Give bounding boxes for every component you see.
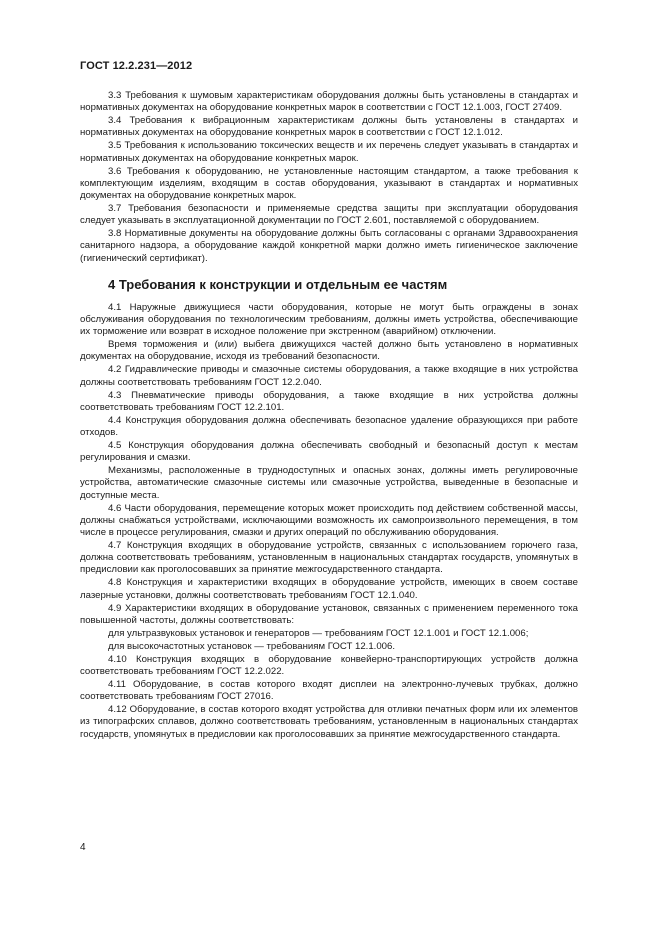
paragraph-4-3: 4.3 Пневматические приводы оборудования, а также входящие в них устройства должны соответствовать требованиям ГОСТ 12.2.101. bbox=[80, 389, 578, 413]
document-body bbox=[80, 90, 578, 742]
page-number: 4 bbox=[80, 842, 86, 853]
paragraph-3-6: 3.6 Требования к оборудованию, не установленные настоящим стандартом, а также требования к комплектующим изделиям, входящим в состав оборудования, указывают в стандартах и нормативных документах на оборудование конкретных марок. bbox=[80, 165, 578, 202]
paragraph-4-1: 4.1 Наружные движущиеся части оборудования, которые не могут быть ограждены в зонах обслуживания оборудования по технологическим требованиям, должны иметь устройства, обеспечивающие их торможение или возврат в исходное положение при экстренном (аварийном) отключении. bbox=[80, 301, 578, 338]
paragraph-4-2: 4.2 Гидравлические приводы и смазочные системы оборудования, а также входящие в них устройства должны соответствовать требованиям ГОСТ 12.2.040. bbox=[80, 364, 578, 388]
paragraph-4-9-item-1: для ультразвуковых установок и генераторов — требованиям ГОСТ 12.1.001 и ГОСТ 12.1.006; bbox=[108, 627, 529, 639]
paragraph-4-5-cont: Механизмы, расположенные в труднодоступных и опасных зонах, должны иметь регулировочные устройства, автоматические смазочные системы или смазочные устройства, выведенные в безопасные и доступные места. bbox=[80, 465, 578, 501]
section-title: 4 Требования к конструкции и отдельным ее частям bbox=[108, 276, 448, 292]
paragraph-4-10: 4.10 Конструкция входящих в оборудование конвейерно-транспортирующих устройств должна соответствовать требованиям ГОСТ 12.2.022. bbox=[80, 653, 578, 678]
paragraph-4-8: 4.8 Конструкция и характеристики входящих в оборудование устройств, имеющих в своем составе лазерные установки, должны соответствовать требованиям ГОСТ 12.1.040. bbox=[80, 577, 578, 601]
paragraph-4-1-cont: Время торможения и (или) выбега движущихся частей должно быть установлено в нормативных документах на оборудование, исходя из требований безопасности. bbox=[80, 339, 578, 363]
paragraph-4-7: 4.7 Конструкция входящих в оборудование устройств, связанных с использованием горючего газа, должна соответствовать требованиям, установленным в национальных стандартах государств, упомянутых в предисловии как проголосовавших за принятие межгосударственного стандарта. bbox=[80, 540, 578, 576]
paragraph-3-4: 3.4 Требования к вибрационным характеристикам должны быть установлены в стандартах и нормативных документах на оборудование конкретных марок в соответствии с ГОСТ 12.1.012. bbox=[80, 115, 578, 139]
document-header: ГОСТ 12.2.231—2012 bbox=[80, 60, 193, 72]
paragraph-3-7: 3.7 Требования безопасности и применяемые средства защиты при эксплуатации оборудования следует указывать в эксплуатационной документации по ГОСТ 2.601, поставляемой с оборудованием. bbox=[80, 203, 578, 227]
paragraph-4-9-item-2: для высокочастотных установок — требованиям ГОСТ 12.1.006. bbox=[108, 640, 395, 652]
paragraph-3-3: 3.3 Требования к шумовым характеристикам оборудования должны быть установлены в стандартах и нормативных документах на оборудование конкретных марок в соответствии с ГОСТ 12.1.003, ГОСТ 27409. bbox=[80, 90, 578, 114]
paragraph-4-11: 4.11 Оборудование, в состав которого входят дисплеи на электронно-лучевых трубках, должно соответствовать требованиям ГОСТ 27016. bbox=[80, 679, 578, 703]
paragraph-4-6: 4.6 Части оборудования, перемещение которых может происходить под действием собственной массы, должны снабжаться устройствами, исключающими возможность их самопроизвольного перемещения, в том числе в процессе регулирования, смазки и других операций по обслуживанию оборудования. bbox=[80, 502, 578, 539]
paragraph-3-8: 3.8 Нормативные документы на оборудование должны быть согласованы с органами Здравоохранения санитарного надзора, а оборудование каждой конкретной марки должно иметь гигиеническое заключение (гигиенический сертификат). bbox=[80, 228, 578, 264]
paragraph-4-4: 4.4 Конструкция оборудования должна обеспечивать безопасное удаление образующихся при работе отходов. bbox=[80, 414, 578, 439]
paragraph-4-12: 4.12 Оборудование, в состав которого входят устройства для отливки печатных форм или их элементов из типографских сплавов, должно соответствовать требованиям, установленным в национальных стандартах государств, упомянутых в предисловии как проголосовавших за принятие межгосударственного стандарта. bbox=[80, 704, 578, 740]
paragraph-3-5: 3.5 Требования к использованию токсических веществ и их перечень следует указывать в стандартах и нормативных документах на оборудование конкретных марок. bbox=[80, 140, 578, 164]
paragraph-4-5: 4.5 Конструкция оборудования должна обеспечивать свободный и безопасный доступ к местам регулирования и смазки. bbox=[80, 440, 578, 464]
paragraph-4-9: 4.9 Характеристики входящих в оборудование установок, связанных с применением переменного тока повышенной частоты, должны соответствовать: bbox=[80, 602, 578, 626]
